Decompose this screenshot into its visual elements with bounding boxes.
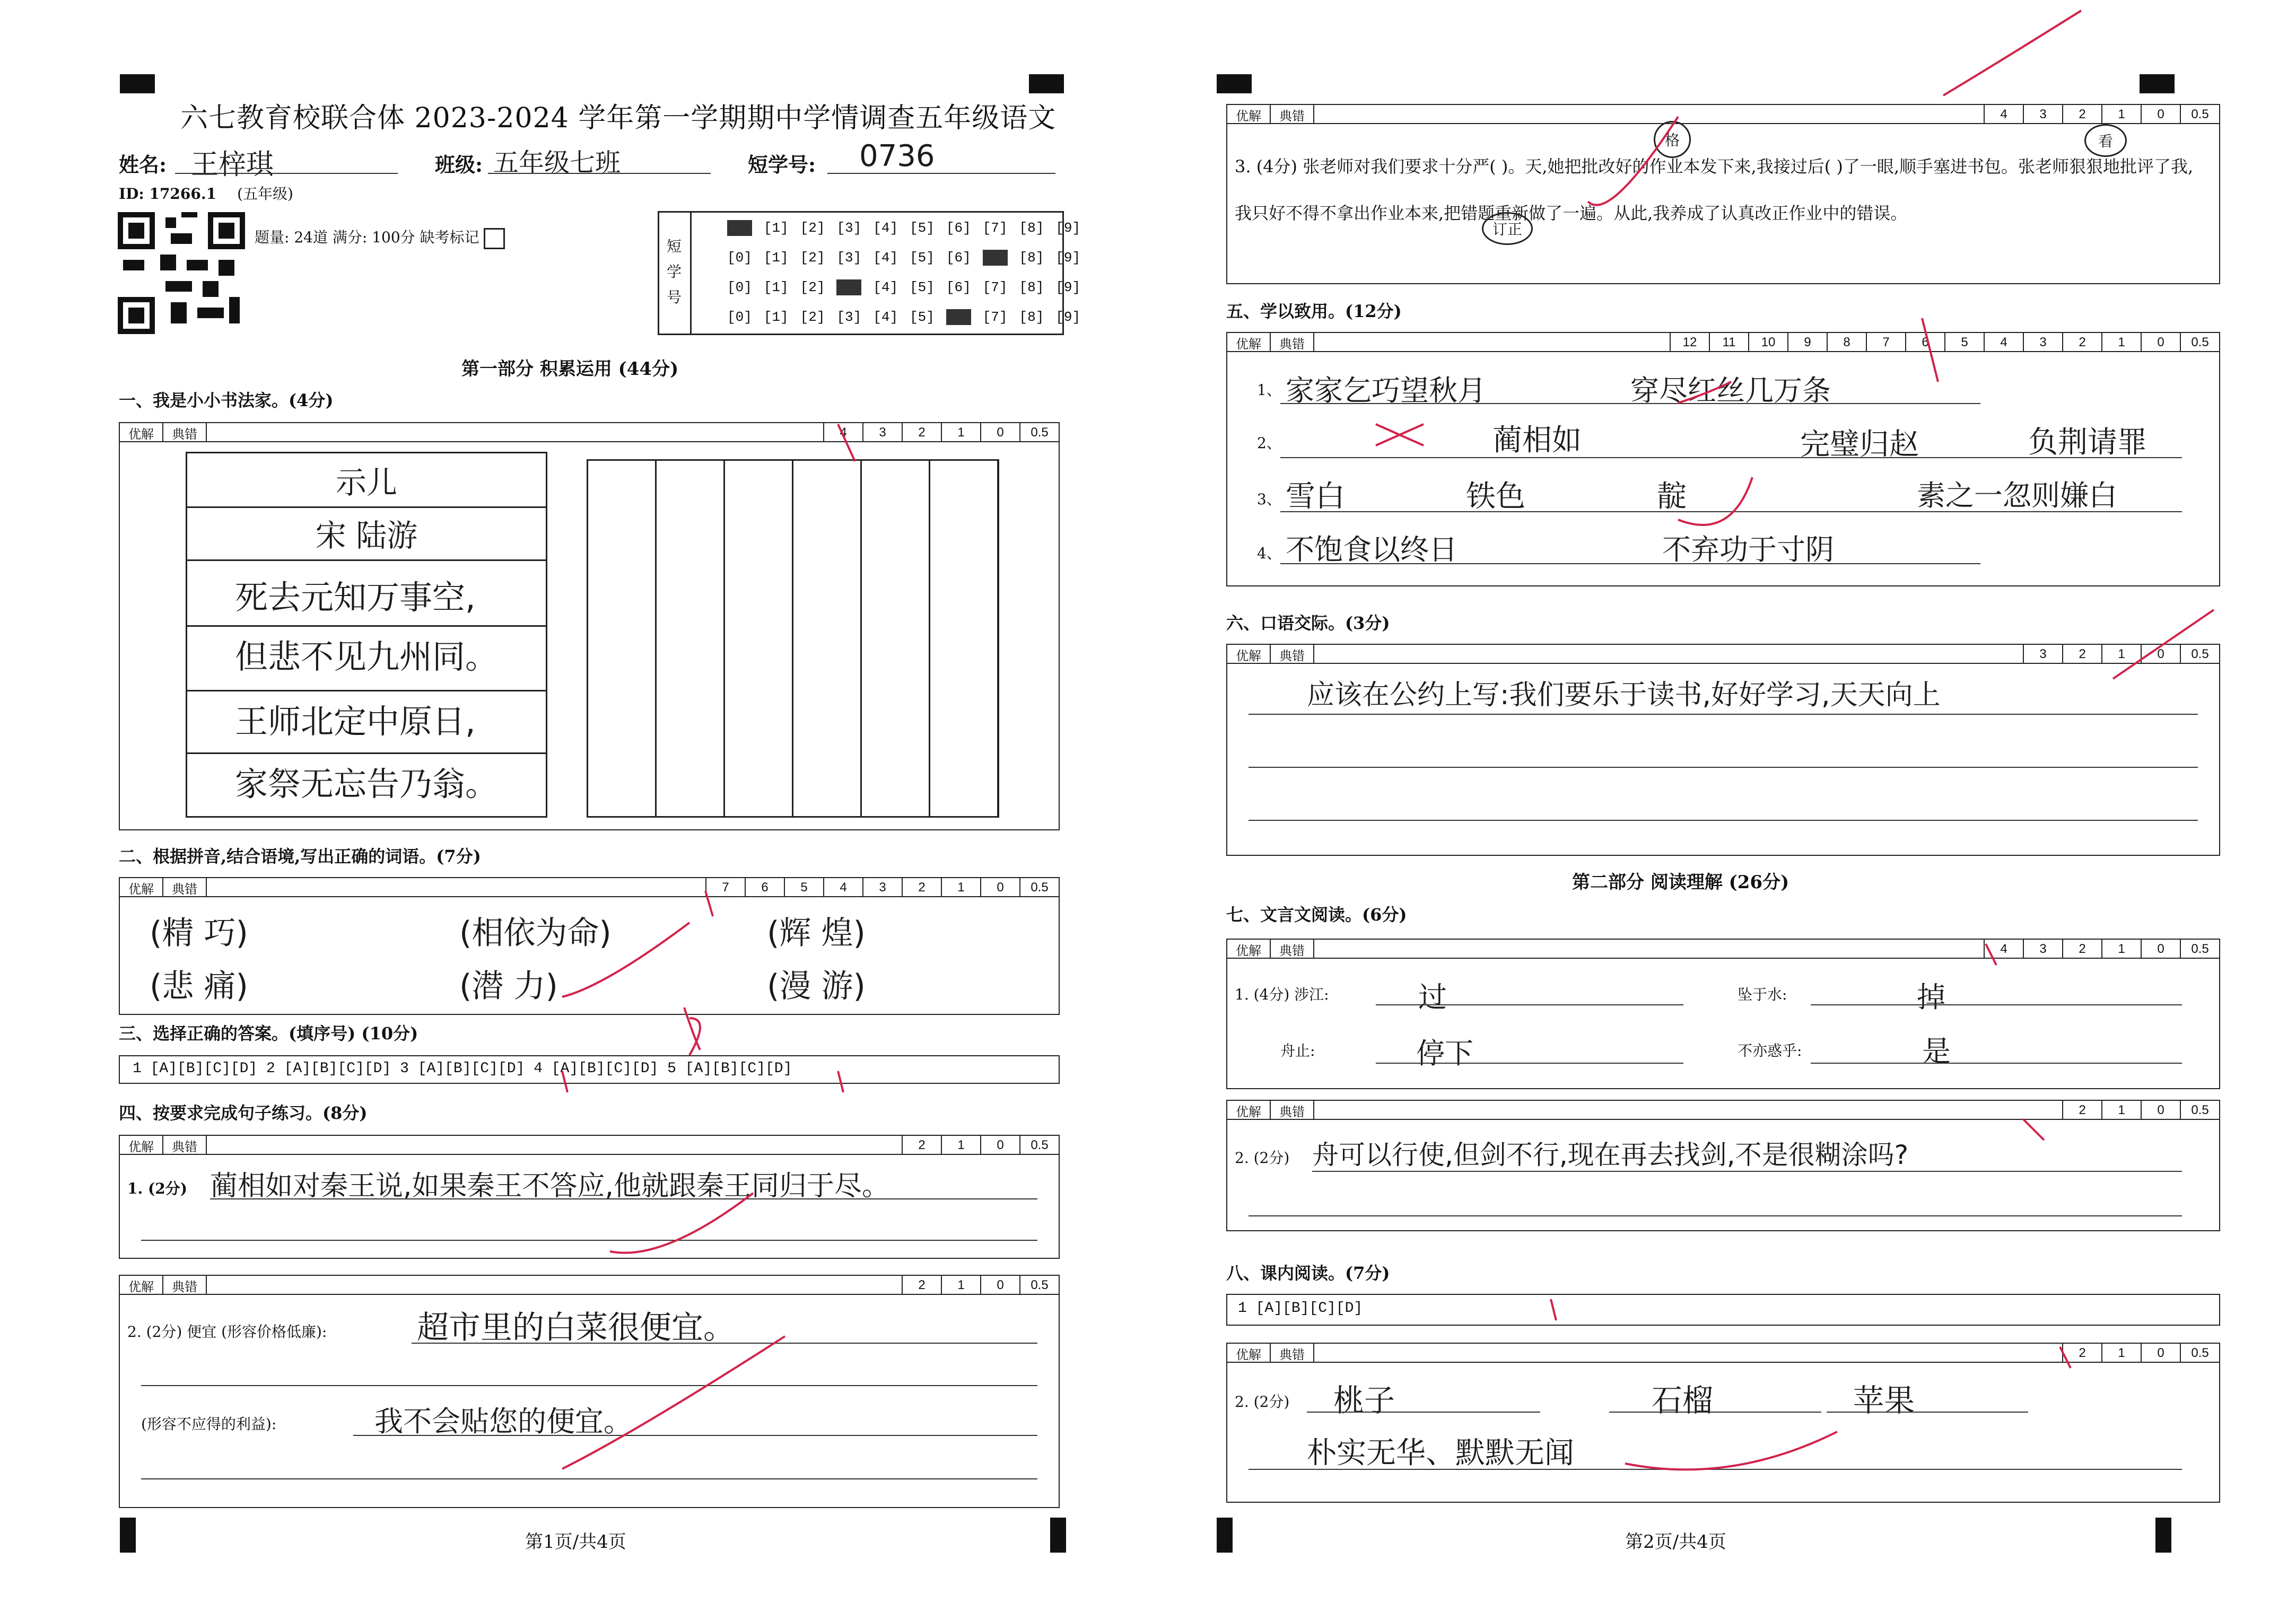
score-bar: 优解 典错 7 6 5 4 3 2 1 0 0.5 <box>119 877 1060 898</box>
fill-answer: 素之一忽则嫌白 <box>1917 479 2117 512</box>
poem-author: 宋 陆游 <box>187 506 546 561</box>
q7-2-answer: 舟可以行使,但剑不行,现在再去找剑,不是很糊涂吗? <box>1312 1140 1909 1170</box>
short-id-label: 短学号: <box>748 153 816 177</box>
id-row: [0] [1] [2] [3] [4] [5] [6] [7] [8] [9] <box>727 220 1081 236</box>
q4-1-label: 1. (2分) <box>127 1180 187 1197</box>
q7-1-c: 停下 <box>1416 1037 1473 1070</box>
q7-1-a: 过 <box>1418 980 1447 1014</box>
id-row: [0] [1] [2] [3] [4] [5] [6] [7] [8] [9] <box>727 279 1081 295</box>
section-1-title: 一、我是小小书法家。(4分) <box>119 390 334 410</box>
q7-1-b-label: 坠于水: <box>1738 986 1787 1003</box>
fill-answer: 蔺相如 <box>1492 423 1582 458</box>
fill-answer: 不饱食以终日 <box>1286 533 1457 566</box>
circled-answer: 格 <box>1654 121 1691 158</box>
row-number: 1、 <box>1257 381 1281 399</box>
score-bar: 优解 典错 2 1 0 0.5 <box>119 1275 1060 1296</box>
q4-2b-answer: 我不会贴您的便宜。 <box>374 1405 632 1438</box>
q4-2b-label: (形容不应得的利益): <box>141 1415 277 1433</box>
word-answer: (辉 煌) <box>767 915 866 952</box>
row-number: 2、 <box>1257 434 1281 452</box>
q7-1-b: 掉 <box>1917 980 1945 1014</box>
row-number: 3、 <box>1257 490 1281 508</box>
q8-2-word: 石榴 <box>1652 1382 1714 1418</box>
row-number: 4、 <box>1257 545 1281 562</box>
fill-answer: 铁色 <box>1466 479 1525 514</box>
poem-line: 但悲不见九州同。 <box>235 637 499 676</box>
q7-1-label: 1. (4分) 涉江: <box>1235 986 1329 1003</box>
id-line: ID: 17266.1 (五年级) <box>119 185 293 203</box>
fill-answer: 靛 <box>1657 479 1687 514</box>
poem-line: 死去元知万事空, <box>235 578 476 617</box>
q4-2-answer: 超市里的白菜很便宜。 <box>417 1309 735 1346</box>
word-answer: (悲 痛) <box>150 968 248 1005</box>
fill-answer: 家家乞巧望秋月 <box>1286 374 1486 407</box>
section-7-title: 七、文言文阅读。(6分) <box>1226 905 1407 925</box>
q8-2-answer: 朴实无华、默默无闻 <box>1307 1436 1574 1470</box>
q4-1-answer: 蔺相如对秦王说,如果秦王不答应,他就跟秦王同归于尽。 <box>210 1170 890 1202</box>
fill-answer: 穿尽红丝几万条 <box>1630 374 1831 407</box>
fill-answer: 雪白 <box>1286 479 1345 514</box>
id-row: [0] [1] [2] [3] [4] [5] [6] [7] [8] [9] <box>727 309 1081 325</box>
poem-title: 示儿 <box>187 453 546 508</box>
q3-text: 3. (4分) 张老师对我们要求十分严( )。天,她把批改好的作业本发下来,我接过后( )了一眼,顺手塞进书包。张老师狠狠地批评了我,我只好不得不拿出作业本来,把错题重新做了一遍。从此,我养成了认真改正作业中的错误。 <box>1235 156 2194 223</box>
q7-1-c-label: 舟止: <box>1280 1042 1315 1059</box>
section-8-title: 八、课内阅读。(7分) <box>1226 1263 1390 1283</box>
fill-answer: 不弃功于寸阴 <box>1662 533 1834 566</box>
score-bar: 优解 典错 2 1 0 0.5 <box>1226 1100 2220 1121</box>
id-row: [0] [1] [2] [3] [4] [5] [6] [7] [8] [9] <box>727 250 1081 266</box>
section-4-title: 四、按要求完成句子练习。(8分) <box>119 1103 368 1123</box>
word-answer: (潜 力) <box>459 968 558 1005</box>
score-bar: 优解 典错 4 3 2 1 0 0.5 <box>1226 104 2220 125</box>
name-value: 王梓琪 <box>191 149 274 181</box>
exam-meta: 题量: 24道 满分: 100分 缺考标记 <box>255 226 505 249</box>
section-2-title: 二、根据拼音,结合语境,写出正确的词语。(7分) <box>119 846 481 866</box>
part2-title: 第二部分 阅读理解 (26分) <box>1572 872 1789 893</box>
score-bar: 优解 典错 3 2 1 0 0.5 <box>1226 644 2220 665</box>
section-6-title: 六、口语交际。(3分) <box>1226 613 1390 633</box>
score-bar: 优解 典错 4 3 2 1 0 0.5 <box>119 422 1060 443</box>
class-value: 五年级七班 <box>493 148 621 178</box>
sec8-choice: 1 [A][B][C][D] <box>1238 1300 1363 1317</box>
q7-2-label: 2. (2分) <box>1235 1149 1290 1167</box>
poem-line: 王师北定中原日, <box>235 702 476 741</box>
sec6-answer: 应该在公约上写:我们要乐于读书,好好学习,天天向上 <box>1307 679 1941 711</box>
score-bar: 优解 典错 12 11 10 9 8 7 6 5 4 3 2 1 0 0.5 <box>1226 332 2220 353</box>
short-id-side: 短 学 号 <box>667 238 682 306</box>
word-answer: (相依为命) <box>459 915 612 952</box>
short-id-value: 0736 <box>859 139 935 173</box>
fill-answer: 负荆请罪 <box>2028 425 2147 460</box>
q8-2-label: 2. (2分) <box>1235 1393 1290 1410</box>
circled-answer: 订正 <box>1482 212 1533 245</box>
exam-title: 六七教育校联合体 2023-2024 学年第一学期期中学情调查五年级语文 <box>180 102 1057 134</box>
page-footer: 第2页/共4页 <box>1625 1531 1726 1553</box>
q8-2-word: 桃子 <box>1333 1382 1395 1418</box>
page-footer: 第1页/共4页 <box>525 1531 626 1553</box>
exam-page-2 <box>1148 0 2295 1612</box>
q8-2-word: 苹果 <box>1853 1382 1915 1418</box>
choice-row: 1 [A][B][C][D] 2 [A][B][C][D] 3 [A][B][C][D] 4 [A][B][C][D] 5 [A][B][C][D] <box>133 1061 792 1077</box>
section-3-title: 三、选择正确的答案。(填序号) (10分) <box>119 1023 418 1044</box>
fill-answer: 完璧归赵 <box>1800 427 1919 462</box>
score-bar: 优解 典错 2 1 0 0.5 <box>1226 1343 2220 1364</box>
q7-1-d: 是 <box>1922 1035 1951 1068</box>
grading-marks <box>1148 0 2295 1612</box>
part1-title: 第一部分 积累运用 (44分) <box>461 358 679 380</box>
name-label: 姓名: <box>119 153 167 177</box>
q7-1-d-label: 不亦惑乎: <box>1738 1042 1802 1059</box>
circled-answer: 看 <box>2084 124 2127 157</box>
score-bar: 优解 典错 4 3 2 1 0 0.5 <box>1226 939 2220 960</box>
word-answer: (漫 游) <box>767 968 866 1005</box>
section-5-title: 五、学以致用。(12分) <box>1226 301 1402 321</box>
class-label: 班级: <box>435 153 483 177</box>
word-answer: (精 巧) <box>150 915 248 952</box>
q4-2-label: 2. (2分) 便宜 (形容价格低廉): <box>127 1323 327 1341</box>
score-bar: 优解 典错 2 1 0 0.5 <box>119 1135 1060 1156</box>
poem-line: 家祭无忘告乃翁。 <box>235 765 499 803</box>
